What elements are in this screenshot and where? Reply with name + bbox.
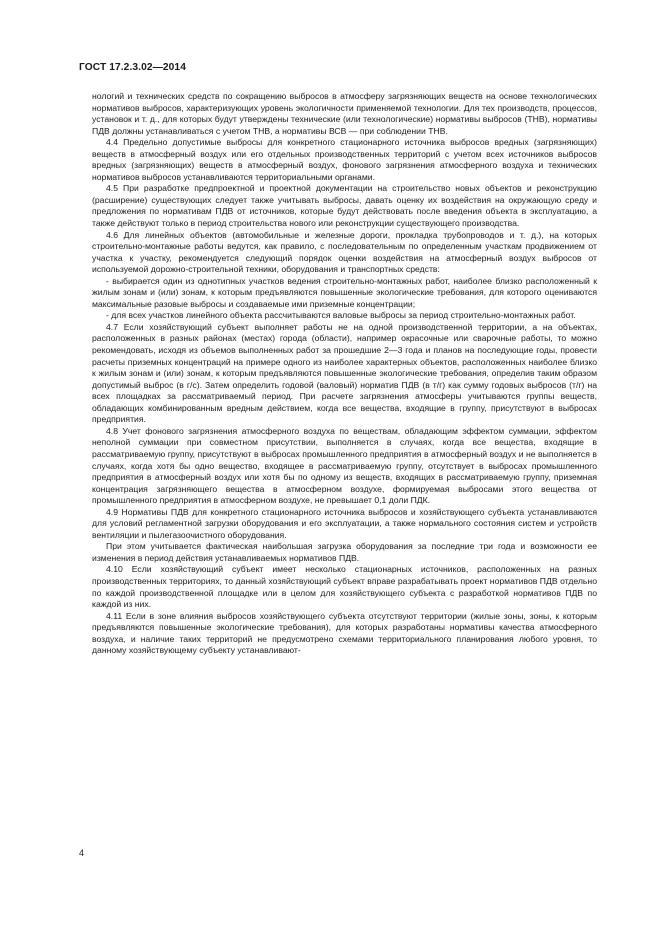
paragraph-4-7: 4.7 Если хозяйствующий субъект выполняет работы не на одной производственной территории, а на объектах, расположенных в разных районах (местах) города (области), например окрасочные или сварочные работы, то можно рекомендовать, исходя из объемов выполненных работ за прошедшие 2—3 года и планов на последующие годы, провести расчеты приземных концентраций на примере одного из наиболее характерных объектов, расположенных наиболее близко к жилым зонам и (или) зонам, к которым предъявляются повышенные экологические требования, определив таким образом допустимый выброс (в г/с). Затем определить годовой (валовый) норматив ПДВ (в т/г) как сумму годовых выбросов (т/г) на всех площадках за рассматриваемый период. При расчете загрязнения атмосферы учитываются группы веществ, обладающих комбинированным вредным действием, когда все вещества, входящие в группу, присутствуют в выбросах предприятия.	[92, 321, 597, 425]
paragraph-4-6: 4.6 Для линейных объектов (автомобильные и железные дороги, прокладка трубопроводов и т. д.), на которых строительно-монтажные работы ведутся, как правило, с последовательным по определенным участкам продвижением от участка к участку, рекомендуется следующий порядок оценки воздействия на атмосферный воздух выбросов от используемой дорожно-строительной техники, оборудования и транспортных средств:	[92, 229, 597, 275]
paragraph-4-8: 4.8 Учет фонового загрязнения атмосферного воздуха по веществам, обладающим эффектом суммации, эффектом неполной суммации при совместном присутствии, выполняется в случаях, когда все вещества, входящие в рассматриваемую группу, присутствуют в выбросах промышленного предприятия в атмосферный воздух и не выполняется в случаях, когда хотя бы одно вещество, входящее в рассматриваемую группу, отсутствует в выбросах промышленного предприятия в атмосферный воздух или хотя бы по одному из веществ, входящих в рассматриваемую группу, приземная концентрация загрязняющего вещества в атмосферном воздухе, формируемая выбросами этого вещества от промышленного предприятия в атмосферном воздухе, не превышает 0,1 доли ПДК.	[92, 425, 597, 506]
page-number: 4	[79, 848, 85, 858]
paragraph-4-5: 4.5 При разработке предпроектной и проектной документации на строительство новых объектов и реконструкцию (расширение) существующих следует также учитывать выбросы, давать оценку их воздействия на окружающую среду и предложения по нормативам ПДВ от источников, которые будут действовать после введения объекта в эксплуатацию, а также действуют только в период строительства нового или реконструкции существующего производства.	[92, 183, 597, 229]
paragraph-4-9: 4.9 Нормативы ПДВ для конкретного стационарного источника выбросов и хозяйствующего субъекта устанавливаются для условий регламентной загрузки оборудования и его эксплуатации, а также нормального состояния систем и устройств вентиляции и пылегазоочистного оборудования.	[92, 506, 597, 540]
paragraph-continuation: нологий и технических средств по сокращению выбросов в атмосферу загрязняющих веществ на основе технологических нормативов выбросов, характеризующих уровень экологичности применяемой технологии. Для тех производств, процессов, установок и т. д., для которых будут утверждены технические (или технологические) нормативы выбросов (ТНВ), нормативы ПДВ должны устанавливаться с учетом ТНВ, а нормативы ВСВ — при соблюдении ТНВ.	[92, 91, 597, 136]
paragraph-4-4: 4.4 Предельно допустимые выбросы для конкретного стационарного источника выбросов вредных (загрязняющих) веществ в атмосферный воздух или его отдельных производственных территорий с учетом всех источников выбросов вредных (загрязняющих) веществ в атмосферный воздух, фонового загрязнения атмосферного воздуха и технических нормативов выбросов устанавливаются территориальными органами.	[92, 137, 597, 182]
paragraph-4-9-note: При этом учитывается фактическая наибольшая загрузка оборудования за последние три года и возможности ее изменения в период действия устанавливаемых нормативов ПДВ.	[92, 541, 597, 563]
paragraph-4-10: 4.10 Если хозяйствующий субъект имеет несколько стационарных источников, расположенных на разных производственных территориях, то данный хозяйствующий субъект вправе разрабатывать проект нормативов ПДВ отдельно по каждой производственной площадке или в целом для хозяйствующего субъекта с разработкой нормативов ПДВ по каждой из них.	[92, 564, 597, 610]
list-item-dash-1: - выбирается один из однотипных участков ведения строительно-монтажных работ, наиболее близко расположенный к жилым зонам и (или) зонам, к которым предъявляются повышенные экологические требования, для которого оцениваются максимальные разовые выбросы и создаваемые ими приземные концентрации;	[92, 275, 597, 309]
document-header: ГОСТ 17.2.3.02—2014	[79, 62, 186, 73]
list-item-dash-2: - для всех участков линейного объекта рассчитываются валовые выбросы за период строительно-монтажных работ.	[106, 310, 576, 321]
paragraph-4-11: 4.11 Если в зоне влияния выбросов хозяйствующего субъекта отсутствуют территории (жилые зоны, зоны, к которым предъявляются повышенные экологические требования), для которых разработаны нормативы качества атмосферного воздуха, и наличие таких территорий не предусмотрено схемами территориального планирования любого уровня, то данному хозяйствующему субъекту устанавливают-	[92, 610, 597, 656]
document-body	[92, 91, 597, 657]
